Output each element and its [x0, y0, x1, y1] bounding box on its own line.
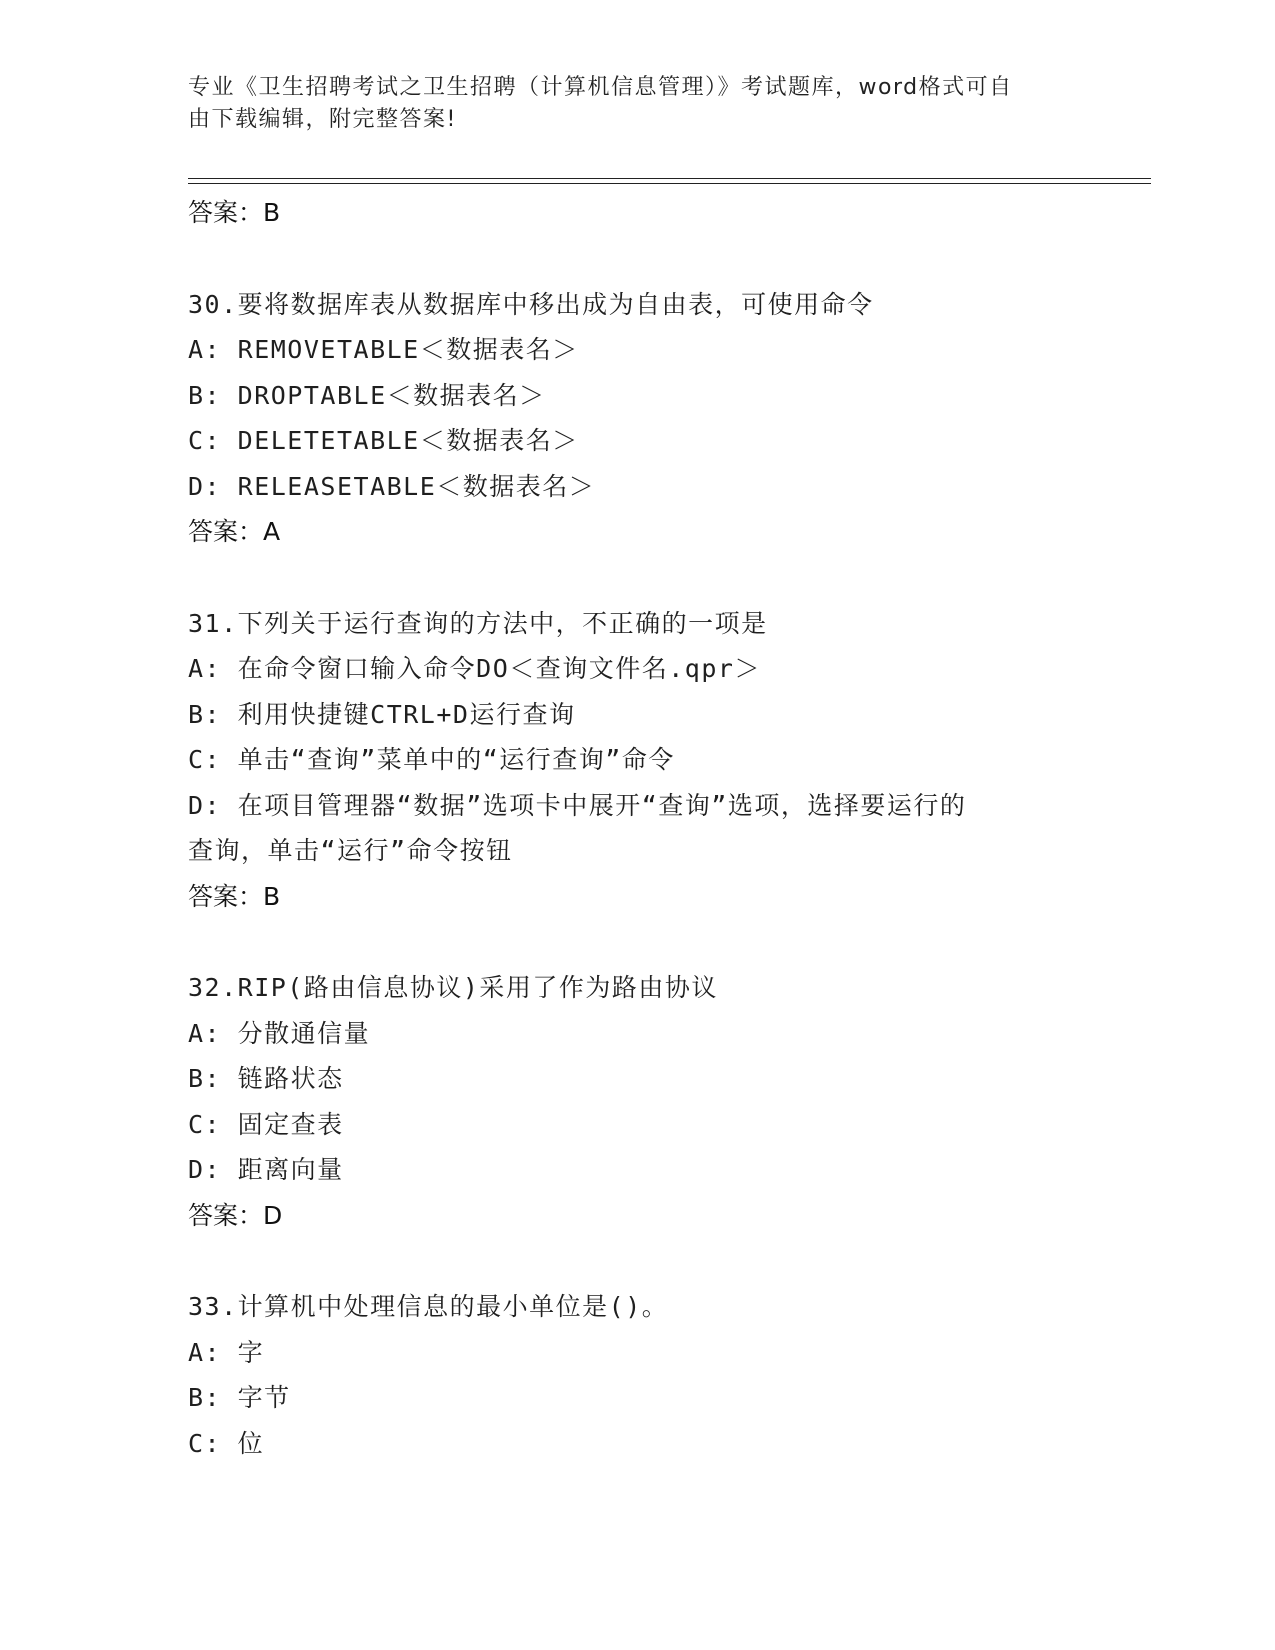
- header-line-2: 由下载编辑，附完整答案!: [188, 107, 457, 132]
- option-a: A: 分散通信量: [188, 1018, 371, 1048]
- question-32: [188, 965, 1088, 1238]
- spacer: [188, 236, 1088, 282]
- page-header: [188, 72, 1088, 136]
- option-b: B: 字节: [188, 1383, 291, 1412]
- question-stem: 31.下列关于运行查询的方法中，不正确的一项是: [188, 608, 768, 638]
- answer: 答案：A: [188, 517, 281, 546]
- option-c: C: 位: [188, 1428, 265, 1458]
- option-d: D: 在项目管理器“数据”选项卡中展开“查询”选项，选择要运行的: [188, 790, 967, 820]
- option-c: C: 固定查表: [188, 1109, 344, 1139]
- option-a: A: 字: [188, 1337, 265, 1367]
- question-stem: 32.RIP(路由信息协议)采用了作为路由协议: [188, 973, 718, 1002]
- spacer: [188, 919, 1088, 965]
- option-b: B: 利用快捷键CTRL+D运行查询: [188, 699, 576, 729]
- spacer: [188, 1238, 1088, 1284]
- answer: 答案：B: [188, 881, 281, 911]
- option-b: B: 链路状态: [188, 1064, 344, 1093]
- option-d: D: RELEASETABLE＜数据表名＞: [188, 471, 596, 501]
- option-a: A: REMOVETABLE＜数据表名＞: [188, 335, 579, 364]
- header-line-1: 专业《卫生招聘考试之卫生招聘（计算机信息管理）》考试题库，word格式可自: [188, 75, 1013, 100]
- answer: 答案：D: [188, 1200, 283, 1230]
- question-31: [188, 601, 1088, 920]
- option-d-continued: 查询，单击“运行”命令按钮: [188, 836, 513, 865]
- question-33: [188, 1284, 1088, 1466]
- question-30: [188, 282, 1088, 555]
- question-list: [188, 190, 1088, 1466]
- header-rule-bottom: [188, 183, 1151, 184]
- question-stem: 30.要将数据库表从数据库中移出成为自由表，可使用命令: [188, 289, 874, 319]
- header-rule-top: [188, 178, 1151, 179]
- previous-answer: 答案：B: [188, 198, 281, 227]
- option-b: B: DROPTABLE＜数据表名＞: [188, 380, 546, 410]
- question-stem: 33.计算机中处理信息的最小单位是()。: [188, 1292, 669, 1321]
- spacer: [188, 555, 1088, 601]
- option-d: D: 距离向量: [188, 1155, 344, 1184]
- option-c: C: DELETETABLE＜数据表名＞: [188, 426, 579, 455]
- option-a: A: 在命令窗口输入命令DO＜查询文件名.qpr＞: [188, 654, 761, 683]
- option-c: C: 单击“查询”菜单中的“运行查询”命令: [188, 745, 675, 774]
